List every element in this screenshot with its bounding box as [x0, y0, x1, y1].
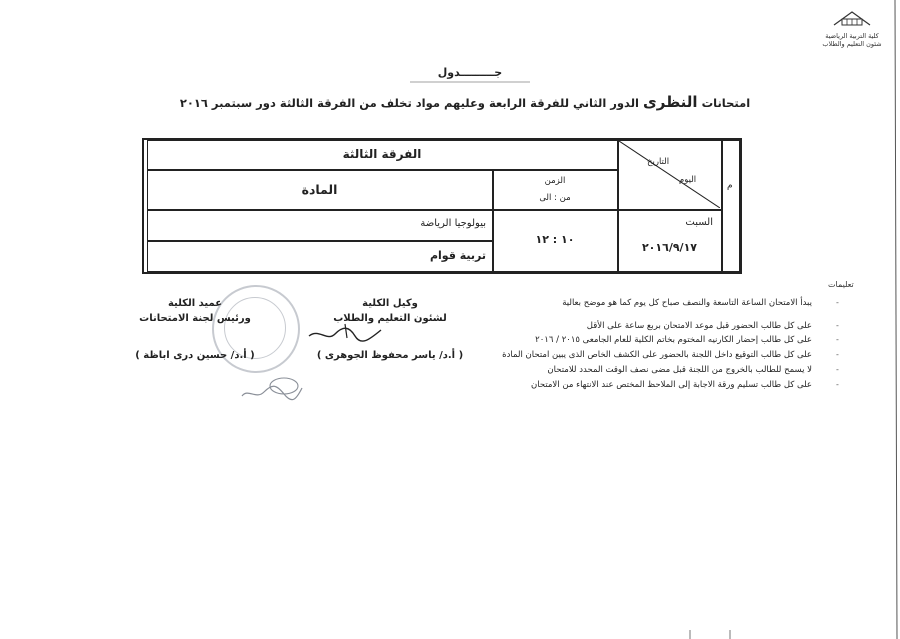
time-header-cell	[493, 170, 618, 210]
subject-row	[147, 210, 493, 241]
college-logo	[818, 10, 886, 48]
subject-row	[147, 241, 493, 272]
subject-name: تربية قوام	[429, 249, 486, 262]
row-time: ١٠ : ١٢	[535, 233, 575, 246]
row-date: ٢٠١٦/٩/١٧	[641, 241, 698, 254]
note-item: لا يسمح للطالب بالخروج من اللجنة قبل مضى نصف الوقت المحدد للامتحان	[547, 365, 812, 375]
note-item: على كل طالب تسليم ورقة الاجابة إلى الملاحظ المختص عند الانتهاء من الامتحان	[531, 380, 812, 390]
vice-dean-title: وكيل الكلية	[362, 298, 418, 309]
logo-college-name: كلية التربية الرياضية	[825, 32, 879, 40]
index-header: م	[727, 181, 733, 191]
vice-dean-signature-block	[315, 298, 465, 324]
day-header: اليوم	[679, 175, 697, 185]
group-title-cell	[147, 140, 618, 170]
time-range-header: من : الى	[539, 193, 571, 203]
date-day-header	[618, 140, 722, 210]
logo-department-name: شئون التعليم والطلاب	[822, 40, 882, 48]
note-bullet: -	[836, 380, 839, 389]
note-item: على كل طالب إحضار الكارنيه المختوم بخاتم الكلية للعام الجامعى ٢٠١٥ / ٢٠١٦	[535, 335, 812, 345]
vice-dean-handwritten-signature	[305, 322, 385, 344]
note-item: على كل طالب التوقيع داخل اللجنة بالحضور على الكشف الخاص الذى يبين امتحان المادة	[502, 350, 812, 360]
note-bullet: -	[836, 335, 839, 344]
date-header: التاريخ	[647, 157, 670, 167]
subject-header-cell	[147, 170, 493, 210]
handwritten-mark	[236, 374, 306, 408]
dean-title: عميد الكلية	[167, 298, 223, 309]
vice-dean-name: ( أ.د/ ياسر محفوظ الجوهرى )	[316, 350, 464, 361]
dean-name: ( أ.د/ حسين درى اباظة )	[135, 350, 255, 361]
subject-name: بيولوجيا الرياضة	[420, 218, 486, 229]
dean-committee-title: ورئيس لجنة الامتحانات	[139, 313, 251, 324]
schedule-table	[142, 138, 742, 274]
row-day: السبت	[685, 217, 713, 228]
note-item: على كل طالب الحضور قبل موعد الامتحان بربع ساعة على الأقل	[586, 321, 812, 331]
note-bullet: -	[836, 298, 839, 307]
scan-bottom-marks	[680, 628, 740, 639]
index-column	[722, 140, 740, 272]
heading-underline	[410, 80, 530, 84]
scan-edge-line	[892, 0, 900, 639]
note-bullet: -	[836, 365, 839, 374]
diagonal-divider	[619, 141, 720, 208]
title-rest: الدور الثاني للفرقة الرابعة وعليهم مواد تخلف من الفرقة الثالثة دور سبتمبر ٢٠١٦	[179, 96, 639, 110]
title-prefix: امتحانات	[701, 96, 751, 110]
notes-label: تعليمات	[828, 280, 854, 289]
day-date-cell	[618, 210, 722, 272]
note-bullet: -	[836, 321, 839, 330]
subject-header: المادة	[301, 182, 338, 197]
time-cell	[493, 210, 618, 272]
page-heading: جـــــــــدول	[437, 66, 503, 79]
vice-dean-department: لشئون التعليم والطلاب	[333, 313, 447, 324]
group-title: الفرقة الثالثة	[342, 147, 422, 161]
time-header: الزمن	[544, 176, 566, 186]
dean-signature-block	[125, 298, 265, 324]
building-logo-icon	[832, 10, 872, 26]
title-emphasis: النظرى	[642, 93, 698, 111]
note-item: يبدأ الامتحان الساعة التاسعة والنصف صباح كل يوم كما هو موضح بعالية	[562, 298, 812, 308]
page-title	[130, 93, 800, 111]
note-bullet: -	[836, 350, 839, 359]
